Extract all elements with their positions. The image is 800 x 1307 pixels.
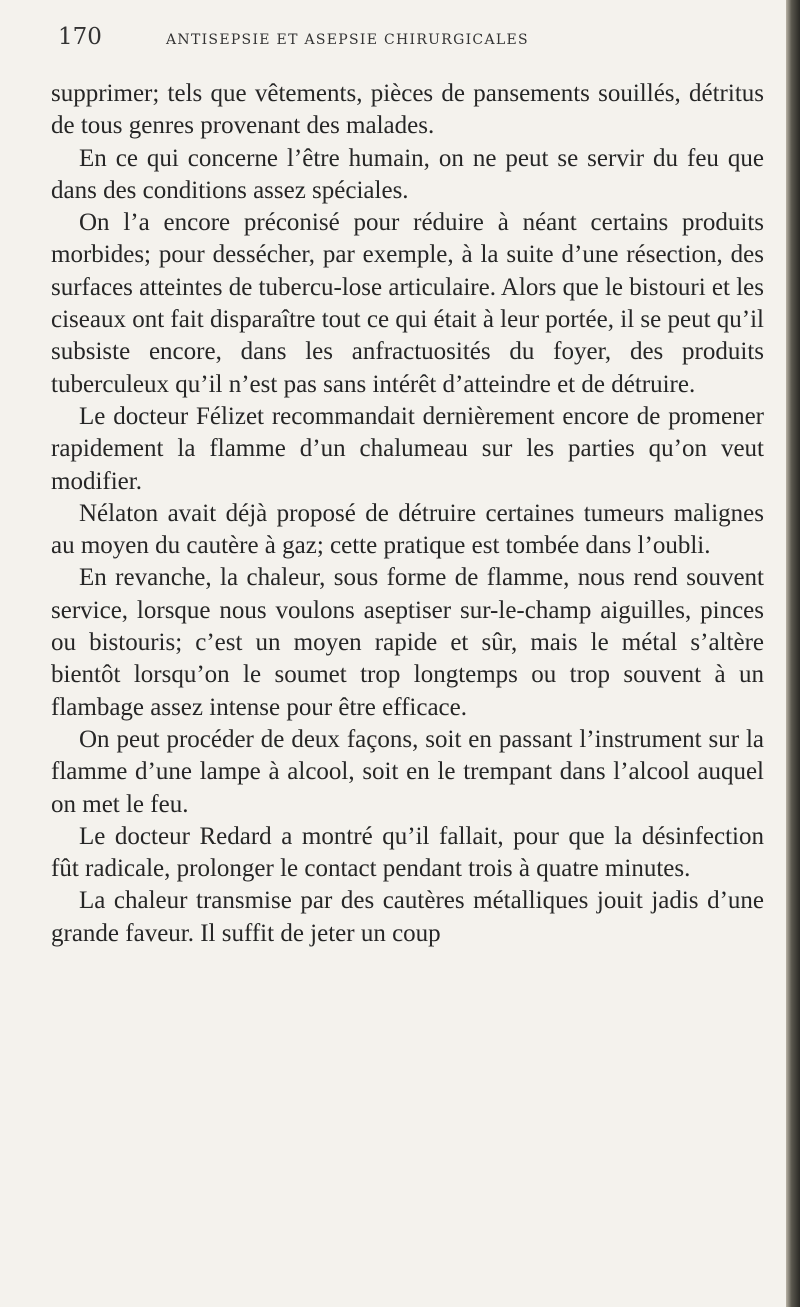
paragraph: La chaleur transmise par des cautères métalliques jouit jadis d’une grande faveur. Il suffit de jeter un coup [51,887,764,947]
paragraph: Nélaton avait déjà proposé de détruire certaines tumeurs malignes au moyen du cautère à gaz; cette pratique est tombée dans l’oubli. [51,499,764,560]
paragraph: En ce qui concerne l’être humain, on ne peut se servir du feu que dans des conditions assez spéciales. [51,144,764,204]
paragraph: On l’a encore préconisé pour réduire à néant certains produits morbides; pour dessécher, par exemple, à la suite d’une résection, des surfaces atteintes de tubercu-lose articulaire. Alors que le bistouri et les ciseaux ont fait disparaître tout ce qui était à leur portée, il se peut qu’il subsiste encore, dans les anfractuosités du foyer, des produits tuberculeux qu’il n’est pas sans intérêt d’atteindre et de détruire. [51,209,764,398]
page-number: 170 [58,24,102,50]
paragraph: supprimer; tels que vêtements, pièces de pansements souillés, détritus de tous genres provenant des malades. [51,80,764,140]
page-binding-edge [786,0,800,1307]
page-header [58,24,758,58]
paragraph: En revanche, la chaleur, sous forme de flamme, nous rend souvent service, lorsque nous voulons aseptiser sur-le-champ aiguilles, pinces ou bistouris; c’est un moyen rapide et sûr, mais le métal s’altère bientôt lorsqu’on le soumet trop longtemps ou trop souvent à un flambage assez intense pour être efficace. [51,564,764,721]
running-title: ANTISEPSIE ET ASEPSIE CHIRURGICALES [166,32,529,48]
paragraph: On peut procéder de deux façons, soit en passant l’instrument sur la flamme d’une lampe à alcool, soit en le trempant dans l’alcool auquel on met le feu. [51,725,764,818]
paragraph: Le docteur Félizet recommandait dernièrement encore de promener rapidement la flamme d’un chalumeau sur les parties qu’on veut modifier. [51,402,764,495]
paragraph: Le docteur Redard a montré qu’il fallait, pour que la désinfection fût radicale, prolonger le contact pendant trois à quatre minutes. [51,822,764,883]
body-text [51,78,764,950]
